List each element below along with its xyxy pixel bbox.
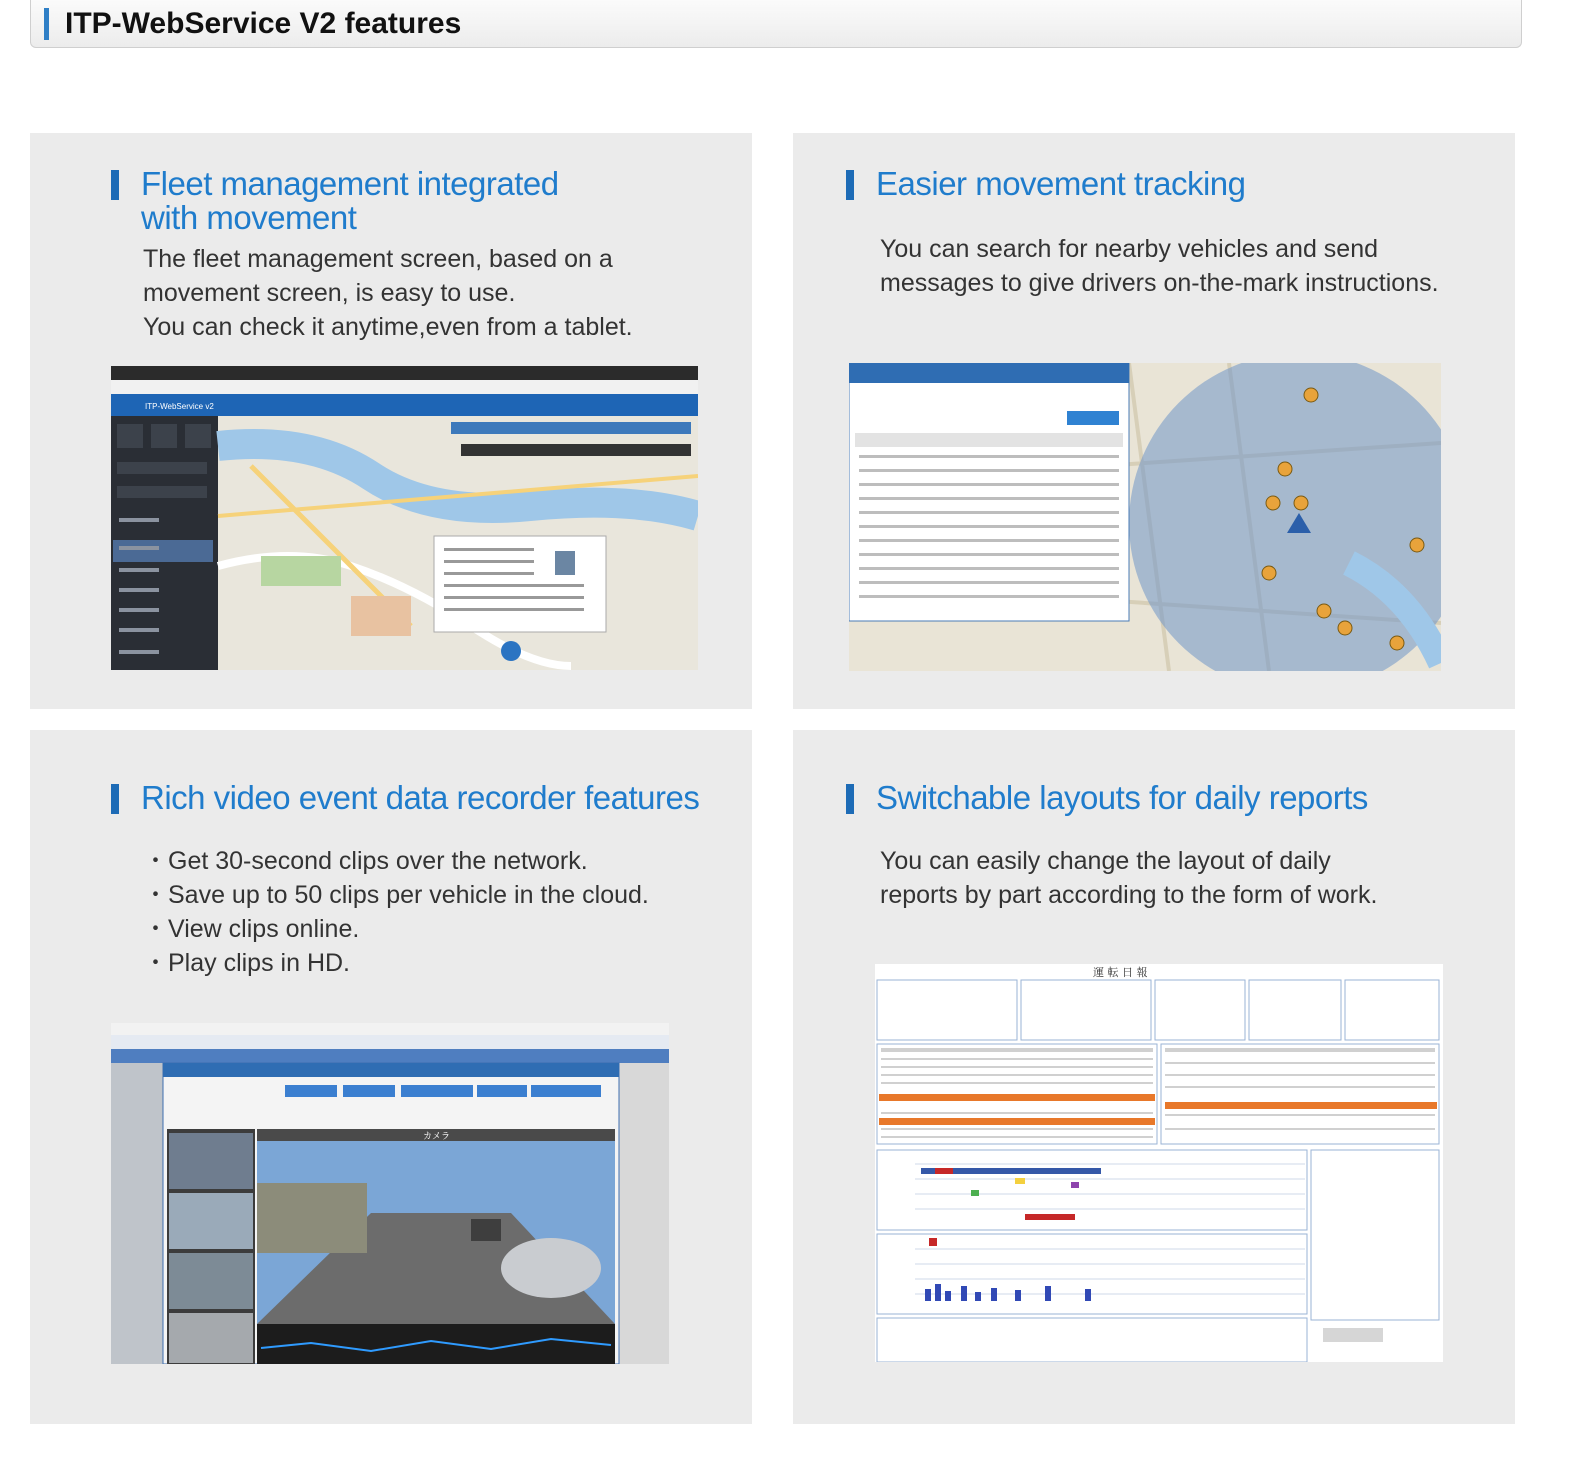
feature-title-line: Easier movement tracking [876,165,1246,202]
feature-title-line: Rich video event data recorder features [141,779,700,816]
feature-description-line: You can check it anytime,even from a tablet. [143,313,633,341]
feature-title [141,167,559,235]
feature-description-line: movement screen, is easy to use. [143,279,516,307]
page-title: ITP-WebService V2 features [65,7,462,40]
feature-panel-video-recorder [30,730,752,1424]
feature-bullet: ・Play clips in HD. [143,949,350,977]
feature-bullet: ・Get 30-second clips over the network. [143,847,588,875]
feature-bullet: ・View clips online. [143,915,360,943]
title-accent-bar [846,170,854,200]
feature-title [141,781,699,815]
feature-panel-fleet-management [30,133,752,709]
report-title: 運 転 日 報 [1093,966,1148,979]
daily-report-screenshot [875,964,1443,1362]
feature-description-line: reports by part according to the form of work. [880,881,1378,909]
app-label: ITP-WebService v2 [145,402,214,411]
title-accent-bar [111,170,119,200]
feature-bullet: ・Save up to 50 clips per vehicle in the cloud. [143,881,649,909]
feature-description [143,844,649,980]
feature-title [876,781,1368,815]
feature-title-line: Switchable layouts for daily reports [876,779,1368,816]
feature-description [880,232,1439,300]
title-accent-bar [846,784,854,814]
feature-panel-daily-reports [793,730,1515,1424]
video-player-screenshot [111,1023,669,1364]
feature-description [880,844,1377,912]
feature-panel-movement-tracking [793,133,1515,709]
feature-title-line: with movement [141,199,357,236]
feature-description-line: messages to give drivers on-the-mark instructions. [880,269,1439,297]
fleet-map-screenshot [111,366,698,670]
vehicle-search-map-screenshot [849,363,1441,671]
feature-title-line: Fleet management integrated [141,165,559,202]
feature-title [876,167,1245,201]
header-accent-bar [44,8,49,40]
camera-label: カメラ [423,1132,451,1142]
title-accent-bar [111,784,119,814]
feature-description-line: You can easily change the layout of daily [880,847,1331,875]
feature-description-line: You can search for nearby vehicles and send [880,235,1379,263]
page-header [30,0,1522,48]
feature-description-line: The fleet management screen, based on a [143,245,613,273]
feature-description [143,242,633,344]
